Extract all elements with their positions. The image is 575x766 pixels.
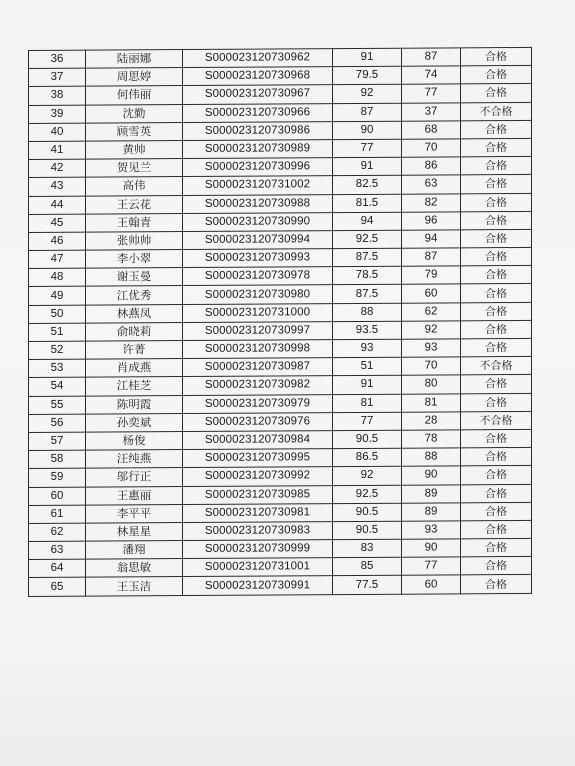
result-status: 合格 bbox=[461, 484, 532, 503]
result-status: 合格 bbox=[461, 538, 532, 557]
student-name: 许菁 bbox=[86, 341, 183, 360]
row-number: 54 bbox=[29, 378, 86, 397]
student-name: 何伟丽 bbox=[86, 86, 183, 105]
student-id: S000023120730978 bbox=[183, 267, 333, 286]
score-one: 86.5 bbox=[333, 448, 402, 467]
student-id: S000023120730997 bbox=[183, 321, 333, 340]
row-number: 57 bbox=[29, 432, 86, 451]
score-one: 77 bbox=[333, 139, 402, 158]
row-number: 48 bbox=[29, 268, 86, 287]
result-status: 合格 bbox=[461, 320, 532, 339]
student-name: 高伟 bbox=[86, 177, 183, 196]
score-two: 63 bbox=[402, 175, 461, 194]
score-one: 91 bbox=[333, 376, 402, 395]
score-one: 79.5 bbox=[333, 66, 402, 85]
result-status: 合格 bbox=[461, 393, 532, 412]
student-id: S000023120731001 bbox=[183, 558, 333, 577]
result-status: 合格 bbox=[461, 193, 532, 212]
student-name: 俞晓莉 bbox=[86, 322, 183, 341]
score-one: 77.5 bbox=[333, 576, 402, 595]
student-id: S000023120730987 bbox=[183, 358, 333, 377]
row-number: 62 bbox=[29, 523, 86, 542]
score-one: 90.5 bbox=[333, 503, 402, 522]
result-status: 合格 bbox=[461, 157, 532, 176]
student-id: S000023120730988 bbox=[183, 194, 333, 213]
student-id: S000023120730968 bbox=[183, 67, 333, 86]
score-two: 62 bbox=[402, 302, 461, 321]
student-name: 江桂芝 bbox=[86, 377, 183, 396]
score-two: 60 bbox=[402, 575, 461, 594]
student-name: 翁思敏 bbox=[86, 559, 183, 578]
score-two: 37 bbox=[402, 102, 461, 121]
score-two: 77 bbox=[402, 557, 461, 576]
score-two: 74 bbox=[402, 66, 461, 85]
student-name: 王翰青 bbox=[86, 213, 183, 232]
row-number: 49 bbox=[29, 287, 86, 306]
score-one: 91 bbox=[333, 48, 402, 67]
student-id: S000023120730983 bbox=[183, 522, 333, 541]
student-name: 顾雪英 bbox=[86, 122, 183, 141]
score-one: 92 bbox=[333, 85, 402, 104]
student-name: 杨俊 bbox=[86, 431, 183, 450]
result-status: 不合格 bbox=[461, 102, 532, 121]
student-id: S000023120730967 bbox=[183, 85, 333, 104]
student-name: 汪纯燕 bbox=[86, 450, 183, 469]
score-one: 82.5 bbox=[333, 176, 402, 195]
student-name: 孙奕斌 bbox=[86, 413, 183, 432]
student-name: 王玉洁 bbox=[86, 577, 183, 596]
result-status: 合格 bbox=[461, 284, 532, 303]
row-number: 55 bbox=[29, 396, 86, 415]
row-number: 51 bbox=[29, 323, 86, 342]
student-id: S000023120730995 bbox=[183, 449, 333, 468]
student-name: 李小翠 bbox=[86, 250, 183, 269]
row-number: 65 bbox=[29, 578, 86, 597]
row-number: 50 bbox=[29, 305, 86, 324]
student-id: S000023120731000 bbox=[183, 303, 333, 322]
score-two: 93 bbox=[402, 339, 461, 358]
score-one: 90.5 bbox=[333, 430, 402, 449]
score-two: 86 bbox=[402, 157, 461, 176]
student-name: 潘翔 bbox=[86, 541, 183, 560]
row-number: 42 bbox=[29, 159, 86, 178]
row-number: 60 bbox=[29, 487, 86, 506]
student-name: 谢玉曼 bbox=[86, 268, 183, 287]
row-number: 47 bbox=[29, 250, 86, 269]
row-number: 53 bbox=[29, 359, 86, 378]
score-two: 87 bbox=[402, 48, 461, 67]
student-id: S000023120730976 bbox=[183, 412, 333, 431]
score-two: 89 bbox=[402, 503, 461, 522]
score-two: 81 bbox=[402, 393, 461, 412]
score-one: 87 bbox=[333, 103, 402, 122]
score-one: 92.5 bbox=[333, 485, 402, 504]
score-two: 70 bbox=[402, 139, 461, 158]
result-status: 合格 bbox=[461, 375, 532, 394]
score-two: 70 bbox=[402, 357, 461, 376]
result-status: 合格 bbox=[461, 338, 532, 357]
student-name: 陆丽娜 bbox=[86, 50, 183, 69]
row-number: 64 bbox=[29, 559, 86, 578]
score-two: 68 bbox=[402, 121, 461, 140]
score-two: 93 bbox=[402, 521, 461, 540]
score-two: 92 bbox=[402, 321, 461, 340]
score-one: 51 bbox=[333, 357, 402, 376]
result-status: 合格 bbox=[461, 575, 532, 594]
student-id: S000023120730998 bbox=[183, 340, 333, 359]
score-two: 77 bbox=[402, 84, 461, 103]
score-one: 88 bbox=[333, 303, 402, 322]
row-number: 37 bbox=[29, 68, 86, 87]
student-id: S000023120730991 bbox=[183, 576, 333, 595]
score-one: 78.5 bbox=[333, 266, 402, 285]
student-id: S000023120730982 bbox=[183, 376, 333, 395]
student-id: S000023120730981 bbox=[183, 503, 333, 522]
result-status: 合格 bbox=[461, 175, 532, 194]
row-number: 46 bbox=[29, 232, 86, 251]
score-one: 93 bbox=[333, 339, 402, 358]
student-id: S000023120730994 bbox=[183, 231, 333, 250]
score-one: 93.5 bbox=[333, 321, 402, 340]
score-two: 89 bbox=[402, 484, 461, 503]
score-two: 60 bbox=[402, 284, 461, 303]
student-name: 王惠丽 bbox=[86, 486, 183, 505]
student-name: 林星星 bbox=[86, 522, 183, 541]
score-one: 83 bbox=[333, 539, 402, 558]
row-number: 58 bbox=[29, 450, 86, 469]
student-name: 李平平 bbox=[86, 504, 183, 523]
student-name: 邬行正 bbox=[86, 468, 183, 487]
score-two: 96 bbox=[402, 212, 461, 231]
result-status: 合格 bbox=[461, 520, 532, 539]
score-one: 91 bbox=[333, 157, 402, 176]
result-status: 合格 bbox=[461, 502, 532, 521]
score-two: 94 bbox=[402, 230, 461, 249]
result-status: 合格 bbox=[461, 448, 532, 467]
row-number: 36 bbox=[29, 50, 86, 69]
score-two: 82 bbox=[402, 193, 461, 212]
score-one: 81 bbox=[333, 394, 402, 413]
student-name: 周思婷 bbox=[86, 68, 183, 87]
student-id: S000023120730962 bbox=[183, 49, 333, 68]
result-status: 合格 bbox=[461, 84, 532, 103]
results-table bbox=[28, 47, 532, 597]
result-status: 合格 bbox=[461, 66, 532, 85]
score-one: 92 bbox=[333, 467, 402, 486]
score-two: 28 bbox=[402, 412, 461, 431]
row-number: 41 bbox=[29, 141, 86, 160]
student-name: 黄帅 bbox=[86, 140, 183, 159]
student-name: 贺见兰 bbox=[86, 159, 183, 178]
result-status: 不合格 bbox=[461, 357, 532, 376]
score-one: 92.5 bbox=[333, 230, 402, 249]
result-status: 合格 bbox=[461, 120, 532, 139]
result-status: 合格 bbox=[461, 229, 532, 248]
student-id: S000023120730980 bbox=[183, 285, 333, 304]
student-name: 肖成燕 bbox=[86, 359, 183, 378]
result-status: 合格 bbox=[461, 211, 532, 230]
student-id: S000023120730985 bbox=[183, 485, 333, 504]
student-id: S000023120730986 bbox=[183, 121, 333, 140]
score-two: 90 bbox=[402, 466, 461, 485]
student-id: S000023120730990 bbox=[183, 212, 333, 231]
result-status: 合格 bbox=[461, 302, 532, 321]
row-number: 44 bbox=[29, 196, 86, 215]
row-number: 45 bbox=[29, 214, 86, 233]
student-name: 王云花 bbox=[86, 195, 183, 214]
row-number: 39 bbox=[29, 105, 86, 124]
row-number: 40 bbox=[29, 123, 86, 142]
score-two: 90 bbox=[402, 539, 461, 558]
score-one: 90 bbox=[333, 121, 402, 140]
page-shadow bbox=[0, 646, 575, 766]
score-two: 80 bbox=[402, 375, 461, 394]
result-status: 合格 bbox=[461, 466, 532, 485]
table-row bbox=[29, 575, 532, 596]
result-status: 合格 bbox=[461, 47, 532, 66]
row-number: 59 bbox=[29, 468, 86, 487]
score-two: 78 bbox=[402, 430, 461, 449]
score-one: 90.5 bbox=[333, 521, 402, 540]
student-id: S000023120730979 bbox=[183, 394, 333, 413]
result-status: 合格 bbox=[461, 557, 532, 576]
result-status: 不合格 bbox=[461, 411, 532, 430]
score-two: 79 bbox=[402, 266, 461, 285]
score-one: 77 bbox=[333, 412, 402, 431]
row-number: 61 bbox=[29, 505, 86, 524]
result-status: 合格 bbox=[461, 138, 532, 157]
student-name: 江优秀 bbox=[86, 286, 183, 305]
student-name: 林燕凤 bbox=[86, 304, 183, 323]
score-two: 87 bbox=[402, 248, 461, 267]
student-name: 沈勤 bbox=[86, 104, 183, 123]
score-one: 87.5 bbox=[333, 285, 402, 304]
row-number: 52 bbox=[29, 341, 86, 360]
table-body bbox=[29, 47, 532, 596]
student-id: S000023120730992 bbox=[183, 467, 333, 486]
student-id: S000023120730989 bbox=[183, 140, 333, 159]
result-status: 合格 bbox=[461, 266, 532, 285]
score-one: 94 bbox=[333, 212, 402, 231]
row-number: 38 bbox=[29, 87, 86, 106]
score-one: 81.5 bbox=[333, 194, 402, 213]
student-name: 陈明霞 bbox=[86, 395, 183, 414]
row-number: 56 bbox=[29, 414, 86, 433]
result-status: 合格 bbox=[461, 247, 532, 266]
student-id: S000023120730984 bbox=[183, 431, 333, 450]
student-id: S000023120730993 bbox=[183, 249, 333, 268]
student-id: S000023120731002 bbox=[183, 176, 333, 195]
row-number: 63 bbox=[29, 541, 86, 560]
result-status: 合格 bbox=[461, 429, 532, 448]
student-id: S000023120730999 bbox=[183, 540, 333, 559]
row-number: 43 bbox=[29, 177, 86, 196]
student-id: S000023120730966 bbox=[183, 103, 333, 122]
score-one: 85 bbox=[333, 557, 402, 576]
score-one: 87.5 bbox=[333, 248, 402, 267]
student-id: S000023120730996 bbox=[183, 158, 333, 177]
student-name: 张帅帅 bbox=[86, 231, 183, 250]
score-two: 88 bbox=[402, 448, 461, 467]
